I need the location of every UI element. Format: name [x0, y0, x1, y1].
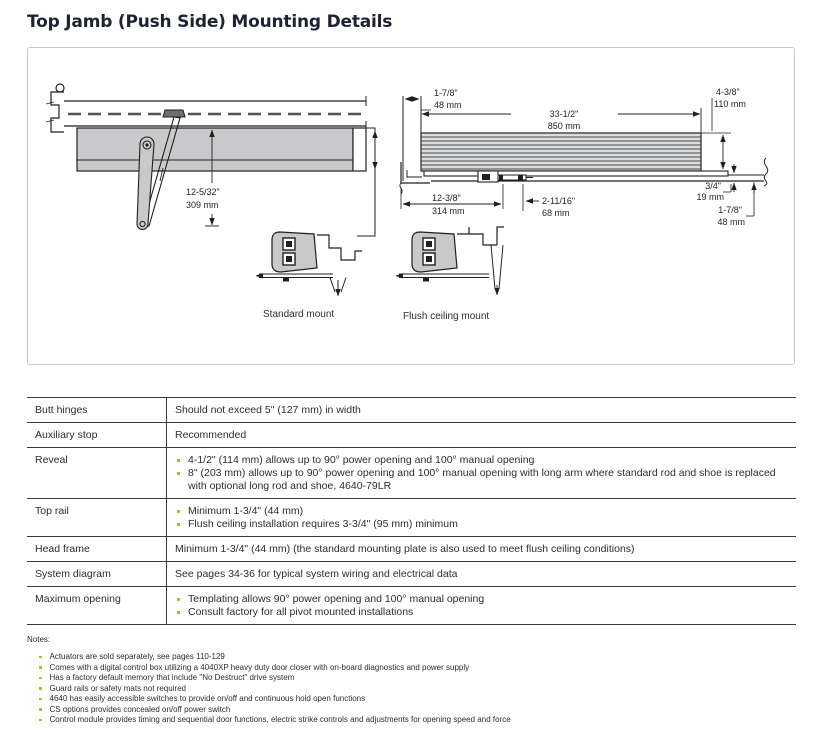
dim-label: 309 mm — [186, 200, 219, 210]
table-row-top-rail — [27, 499, 796, 537]
row-text: 4-1/2" (114 mm) allows up to 90° power opening and 100° manual opening — [188, 454, 535, 466]
note-text: CS options provides concealed on/off power switch — [49, 704, 231, 714]
bullet-icon — [39, 677, 42, 680]
arm-foot — [163, 110, 185, 117]
standard-mount-label: Standard mount — [263, 309, 335, 320]
dim-label: 48 mm — [434, 100, 462, 110]
mounting-diagram — [28, 48, 794, 364]
bullet-icon — [177, 459, 180, 462]
dim-label: 1-7/8" — [434, 88, 458, 98]
table-row-maximum-opening — [27, 587, 796, 625]
dim-label: 48 mm — [717, 217, 745, 227]
row-text: Recommended — [175, 429, 247, 441]
note-text: Guard rails or safety mats not required — [49, 683, 187, 693]
note-item — [39, 694, 796, 704]
row-text: See pages 34-36 for typical system wiring and electrical data — [175, 568, 458, 580]
row-label: System diagram — [27, 562, 167, 586]
row-label: Reveal — [27, 448, 167, 498]
dim-label: 19 mm — [696, 192, 724, 202]
table-row-reveal — [27, 448, 796, 499]
note-text: Has a factory default memory that include "No Destruct" drive system — [49, 673, 295, 682]
row-text: Templating allows 90° power opening and 100° manual opening — [188, 593, 485, 605]
note-text: Comes with a digital control box utilizing a 4040XP heavy duty door closer with on-board diagnostics and power supply — [49, 662, 470, 672]
row-label: Top rail — [27, 499, 167, 536]
mounting-plate — [424, 171, 728, 176]
table-row-butt-hinges — [27, 398, 796, 423]
bullet-icon — [39, 708, 42, 711]
dim-label: 4-3/8" — [716, 87, 740, 97]
dim-label: 2-11/16" — [542, 196, 576, 206]
dim-label: 314 mm — [432, 206, 465, 216]
dim-label: 33-1/2" — [549, 109, 579, 119]
bullet-icon — [177, 510, 180, 513]
row-text: Minimum 1-3/4" (44 mm) (the standard mounting plate is also used to meet flush ceiling conditions) — [175, 543, 635, 555]
row-text: Flush ceiling installation requires 3-3/4" (95 mm) minimum — [188, 518, 458, 530]
plan-view-diagram — [46, 84, 375, 236]
bullet-icon — [177, 523, 180, 526]
table-row-system-diagram — [27, 562, 796, 587]
note-item — [39, 652, 796, 662]
flush-ceiling-mount-label: Flush ceiling mount — [403, 311, 490, 322]
row-label: Auxiliary stop — [27, 423, 167, 447]
spec-table — [27, 397, 796, 625]
page-title: Top Jamb (Push Side) Mounting Details — [27, 12, 393, 32]
note-item — [39, 673, 796, 683]
note-text: Actuators are sold separately, see pages 110-129 — [49, 652, 225, 661]
note-item — [39, 715, 796, 725]
note-item — [39, 705, 796, 715]
bullet-icon — [177, 472, 180, 475]
row-text: Should not exceed 5" (127 mm) in width — [175, 404, 361, 416]
notes-section — [27, 635, 796, 725]
note-item — [39, 684, 796, 694]
note-text: 4640 has easily accessible switches to provide on/off and continuous hold open functions — [49, 694, 366, 703]
note-text: Control module provides timing and sequential door functions, electric strike controls and adjustments for opening speed and force — [49, 715, 511, 724]
dim-label: 110 mm — [714, 99, 746, 109]
bullet-icon — [39, 656, 42, 659]
dim-label: 3/4" — [705, 181, 721, 191]
flush-ceiling-mount-diagram — [396, 227, 504, 295]
dim-label: 12-5/32" — [186, 187, 220, 197]
row-text: Consult factory for all pivot mounted installations — [188, 606, 414, 618]
row-label: Maximum opening — [27, 587, 167, 624]
bullet-icon — [177, 611, 180, 614]
mounting-details-figure — [27, 47, 795, 365]
row-label: Head frame — [27, 537, 167, 561]
table-row-head-frame — [27, 537, 796, 562]
bullet-icon — [39, 719, 42, 722]
bullet-icon — [39, 698, 42, 701]
table-row-auxiliary-stop — [27, 423, 796, 448]
notes-heading: Notes: — [27, 635, 51, 644]
break-line — [764, 158, 768, 186]
dim-label: 850 mm — [547, 121, 581, 131]
bullet-icon — [177, 598, 180, 601]
bullet-icon — [39, 687, 42, 690]
row-text: 8" (203 mm) allows up to 90° power opening and 100° manual opening with long arm where standard rod and shoe is replaced with optional long rod and shoe, 4640-79LR — [188, 467, 776, 492]
standard-mount-diagram — [256, 232, 362, 296]
dim-label: 1-7/8" — [718, 205, 742, 215]
row-text: Minimum 1-3/4" (44 mm) — [188, 505, 304, 517]
bullet-icon — [39, 666, 42, 669]
dim-label: 12-3/8" — [432, 193, 461, 203]
dim-label: 68 mm — [542, 208, 570, 218]
row-label: Butt hinges — [27, 398, 167, 422]
side-view-diagram — [400, 87, 768, 227]
note-item — [39, 663, 796, 673]
